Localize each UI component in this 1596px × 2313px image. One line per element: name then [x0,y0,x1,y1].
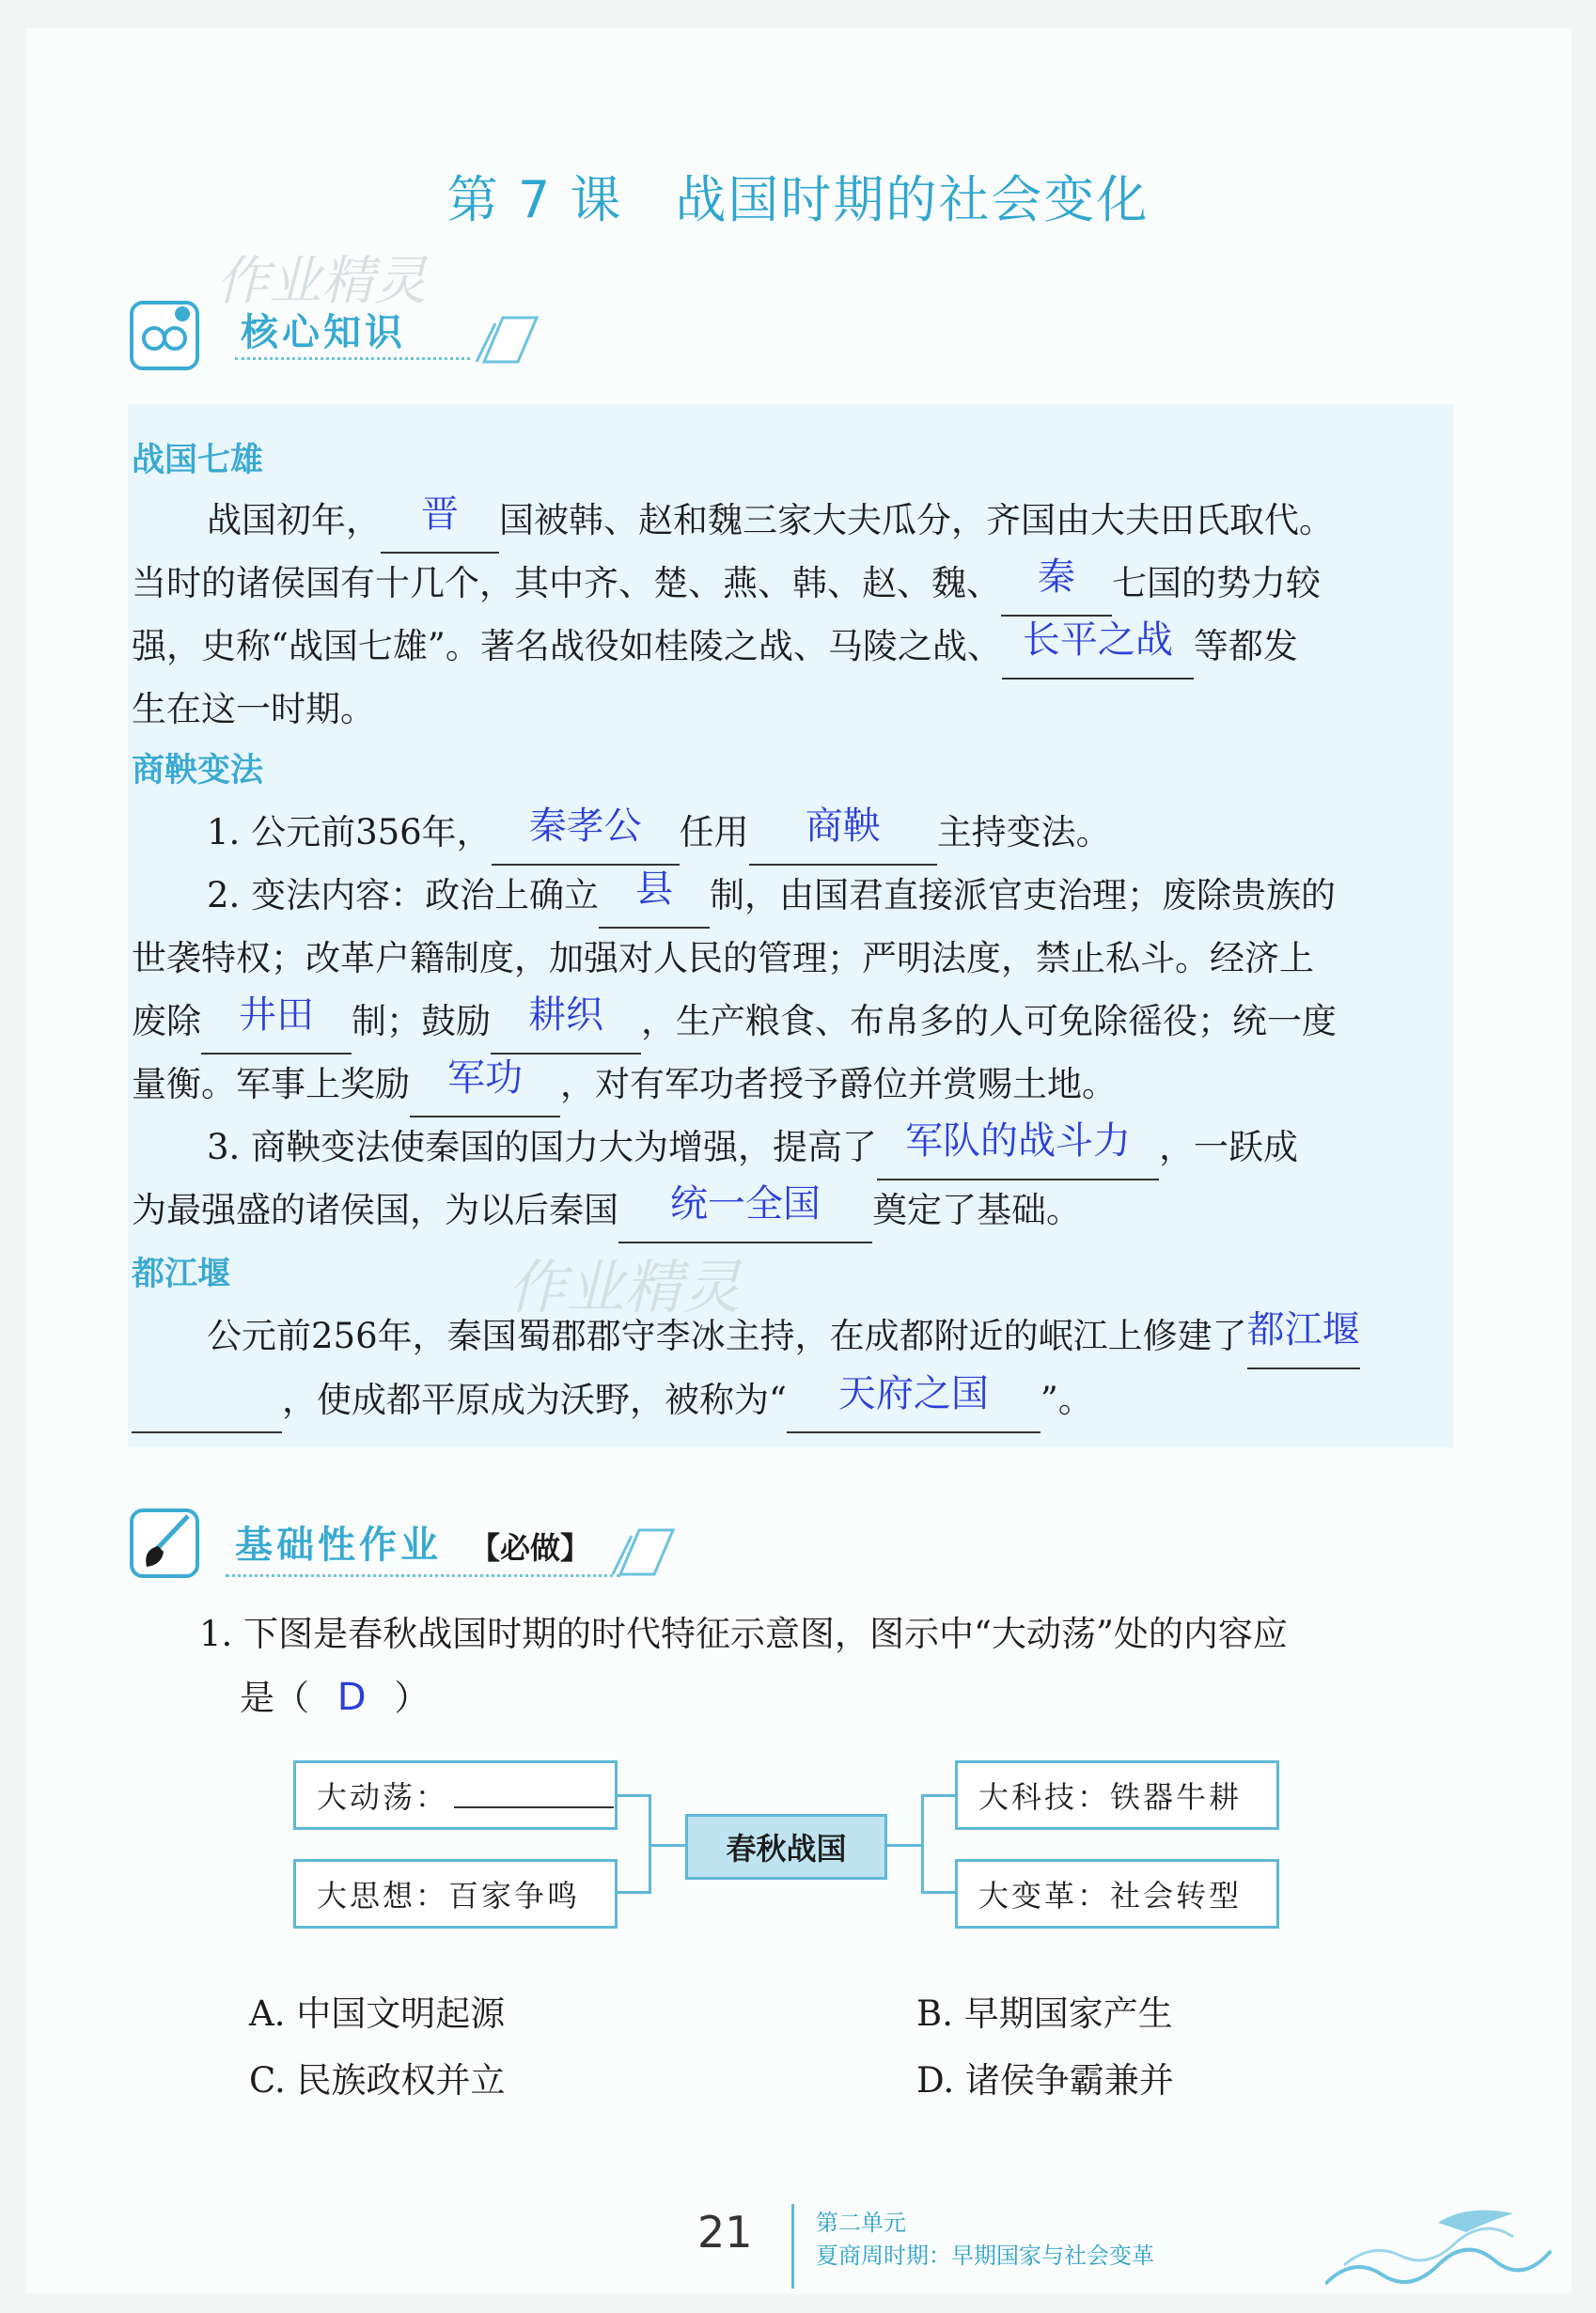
answer-blank [599,864,710,929]
answer-blank-continued [132,1368,282,1433]
heading-divider [226,1574,620,1577]
s2-line-4 [132,990,1337,1055]
text: ”。 [1040,1380,1093,1420]
text: 大思想：百家争鸣 [317,1878,581,1914]
text: 主持变法。 [936,812,1111,852]
blank-line [454,1782,614,1808]
s1-line-3 [132,615,1298,680]
text: 大动荡： [317,1779,449,1815]
text: 1. 公元前356年， [207,812,492,852]
brush-icon [130,1508,199,1578]
footer-divider [791,2204,794,2289]
text: 等都发 [1193,626,1298,666]
s3-line-1 [207,1305,1360,1369]
people-icon [130,301,199,370]
answer-blank [410,1053,560,1117]
text: 量衡。军事上奖励 [132,1064,410,1104]
answer-text: 耕织 [528,993,603,1037]
answer-blank [749,801,937,866]
text: 3. 商鞅变法使秦国的国力大为增强，提高了 [207,1127,878,1167]
answer-text: 井田 [239,993,314,1037]
answer-text: 军队的战斗力 [905,1119,1132,1163]
section-title-dujiangyan: 都江堰 [132,1256,231,1293]
connector-left-mid [651,1844,685,1847]
text: 制；鼓励 [352,1001,491,1041]
s3-line-2 [132,1368,1093,1433]
diagram-box-reform [955,1859,1279,1929]
diagram-box-technology [955,1760,1279,1830]
section-title-shang-yang: 商鞅变法 [132,752,264,789]
text: 公元前256年，秦国蜀郡郡守李冰主持，在成都附近的岷江上修建了 [207,1316,1247,1356]
s2-line-2 [207,864,1336,929]
text: ，使成都平原成为沃野，被称为“ [282,1380,787,1420]
answer-text: 县 [635,867,674,911]
option-c[interactable]: C. 民族政权并立 [249,2060,506,2101]
answer-text: 天府之国 [837,1372,989,1415]
s2-line-3: 世袭特权；改革户籍制度，加强对人民的管理；严明法度，禁止私斗。经济上 [132,938,1314,978]
watermark: 作业精灵 [508,1253,742,1321]
core-knowledge-heading: 核心知识 [241,311,406,354]
text: 大变革：社会转型 [978,1878,1243,1914]
option-a[interactable]: A. 中国文明起源 [249,1993,506,2034]
s2-line-5 [132,1053,1117,1117]
option-b[interactable]: B. 早期国家产生 [916,1993,1173,2034]
s2-line-1 [207,801,1111,866]
s2-line-7 [132,1179,1081,1243]
connector-right [921,1794,955,1894]
answer-blank [618,1179,872,1243]
text: 任用 [679,812,749,852]
answer-text: 晋 [421,492,459,536]
s2-line-6 [207,1116,1298,1180]
answer-blank [201,990,352,1055]
text: 为最强盛的诸侯国，为以后秦国 [132,1190,618,1230]
s1-line-4: 生在这一时期。 [132,689,375,729]
answer-blank [1247,1305,1360,1369]
answer-text: 秦孝公 [528,805,642,848]
pages-icon [611,1523,677,1583]
text: 是（ [240,1678,309,1718]
answer-text: 统一全国 [670,1182,821,1226]
answer-text: 商鞅 [805,805,881,848]
connector-right-mid [887,1844,921,1847]
text: ） [394,1678,430,1718]
text: 强，史称“战国七雄”。著名战役如桂陵之战、马陵之战、 [132,626,1002,666]
footer-unit: 第二单元 [816,2210,906,2236]
answer-blank [1002,615,1194,680]
text: ，对有军功者授予爵位并赏赐土地。 [560,1064,1117,1104]
diagram-box-turmoil [293,1760,618,1830]
answer-text: 秦 [1038,555,1075,599]
section-title-seven-states: 战国七雄 [132,442,264,479]
text: 奠定了基础。 [872,1190,1081,1230]
watermark: 作业精灵 [216,251,427,312]
answer-blank [381,489,499,554]
answer-text: 长平之战 [1022,618,1173,662]
answer-blank [787,1368,1041,1433]
text: 当时的诸侯国有十几个，其中齐、楚、燕、韩、赵、魏、 [132,563,1001,603]
footer-unit-title: 夏商周时期：早期国家与社会变革 [816,2243,1154,2269]
text: 七国的势力较 [1112,563,1321,603]
text: 废除 [132,1001,201,1041]
answer-text: 都江堰 [1246,1308,1360,1352]
homework-heading: 基础性作业 [235,1524,442,1567]
s1-line-1 [207,489,1334,554]
pages-icon [475,310,540,370]
homework-tag: 【必做】 [470,1530,591,1566]
heading-divider [235,357,470,360]
text: ，一跃成 [1159,1127,1299,1167]
q1-stem-line-1: 1. 下图是春秋战国时期的时代特征示意图，图示中“大动荡”处的内容应 [199,1614,1288,1654]
connector-left [618,1794,651,1894]
text: 大科技：铁器牛耕 [978,1779,1243,1815]
answer-text: 军功 [447,1056,523,1100]
answer-blank [1001,552,1112,617]
answer-blank [491,990,641,1055]
answer-blank [492,801,680,866]
text: 2. 变法内容：政治上确立 [207,875,600,915]
text: 战国初年， [207,500,381,540]
lesson-title: 第 7 课 战国时期的社会变化 [446,170,1150,229]
diagram-box-thought [293,1859,618,1929]
option-d[interactable]: D. 诸侯争霸兼并 [916,2060,1174,2101]
page-number: 21 [697,2207,753,2258]
text: 制，由国君直接派官吏治理；废除贵族的 [710,875,1337,915]
answer-blank [877,1116,1159,1180]
q1-stem-line-2 [240,1666,429,1729]
text: 国被韩、赵和魏三家大夫瓜分，齐国由大夫田氏取代。 [499,500,1334,540]
s1-line-2 [132,552,1321,617]
text: ，生产粮食、布帛多的人可免除徭役；统一度 [641,1001,1337,1041]
q1-answer: D [336,1676,367,1719]
diagram-center: 春秋战国 [685,1814,887,1880]
wave-decoration-icon [1325,2199,1570,2297]
